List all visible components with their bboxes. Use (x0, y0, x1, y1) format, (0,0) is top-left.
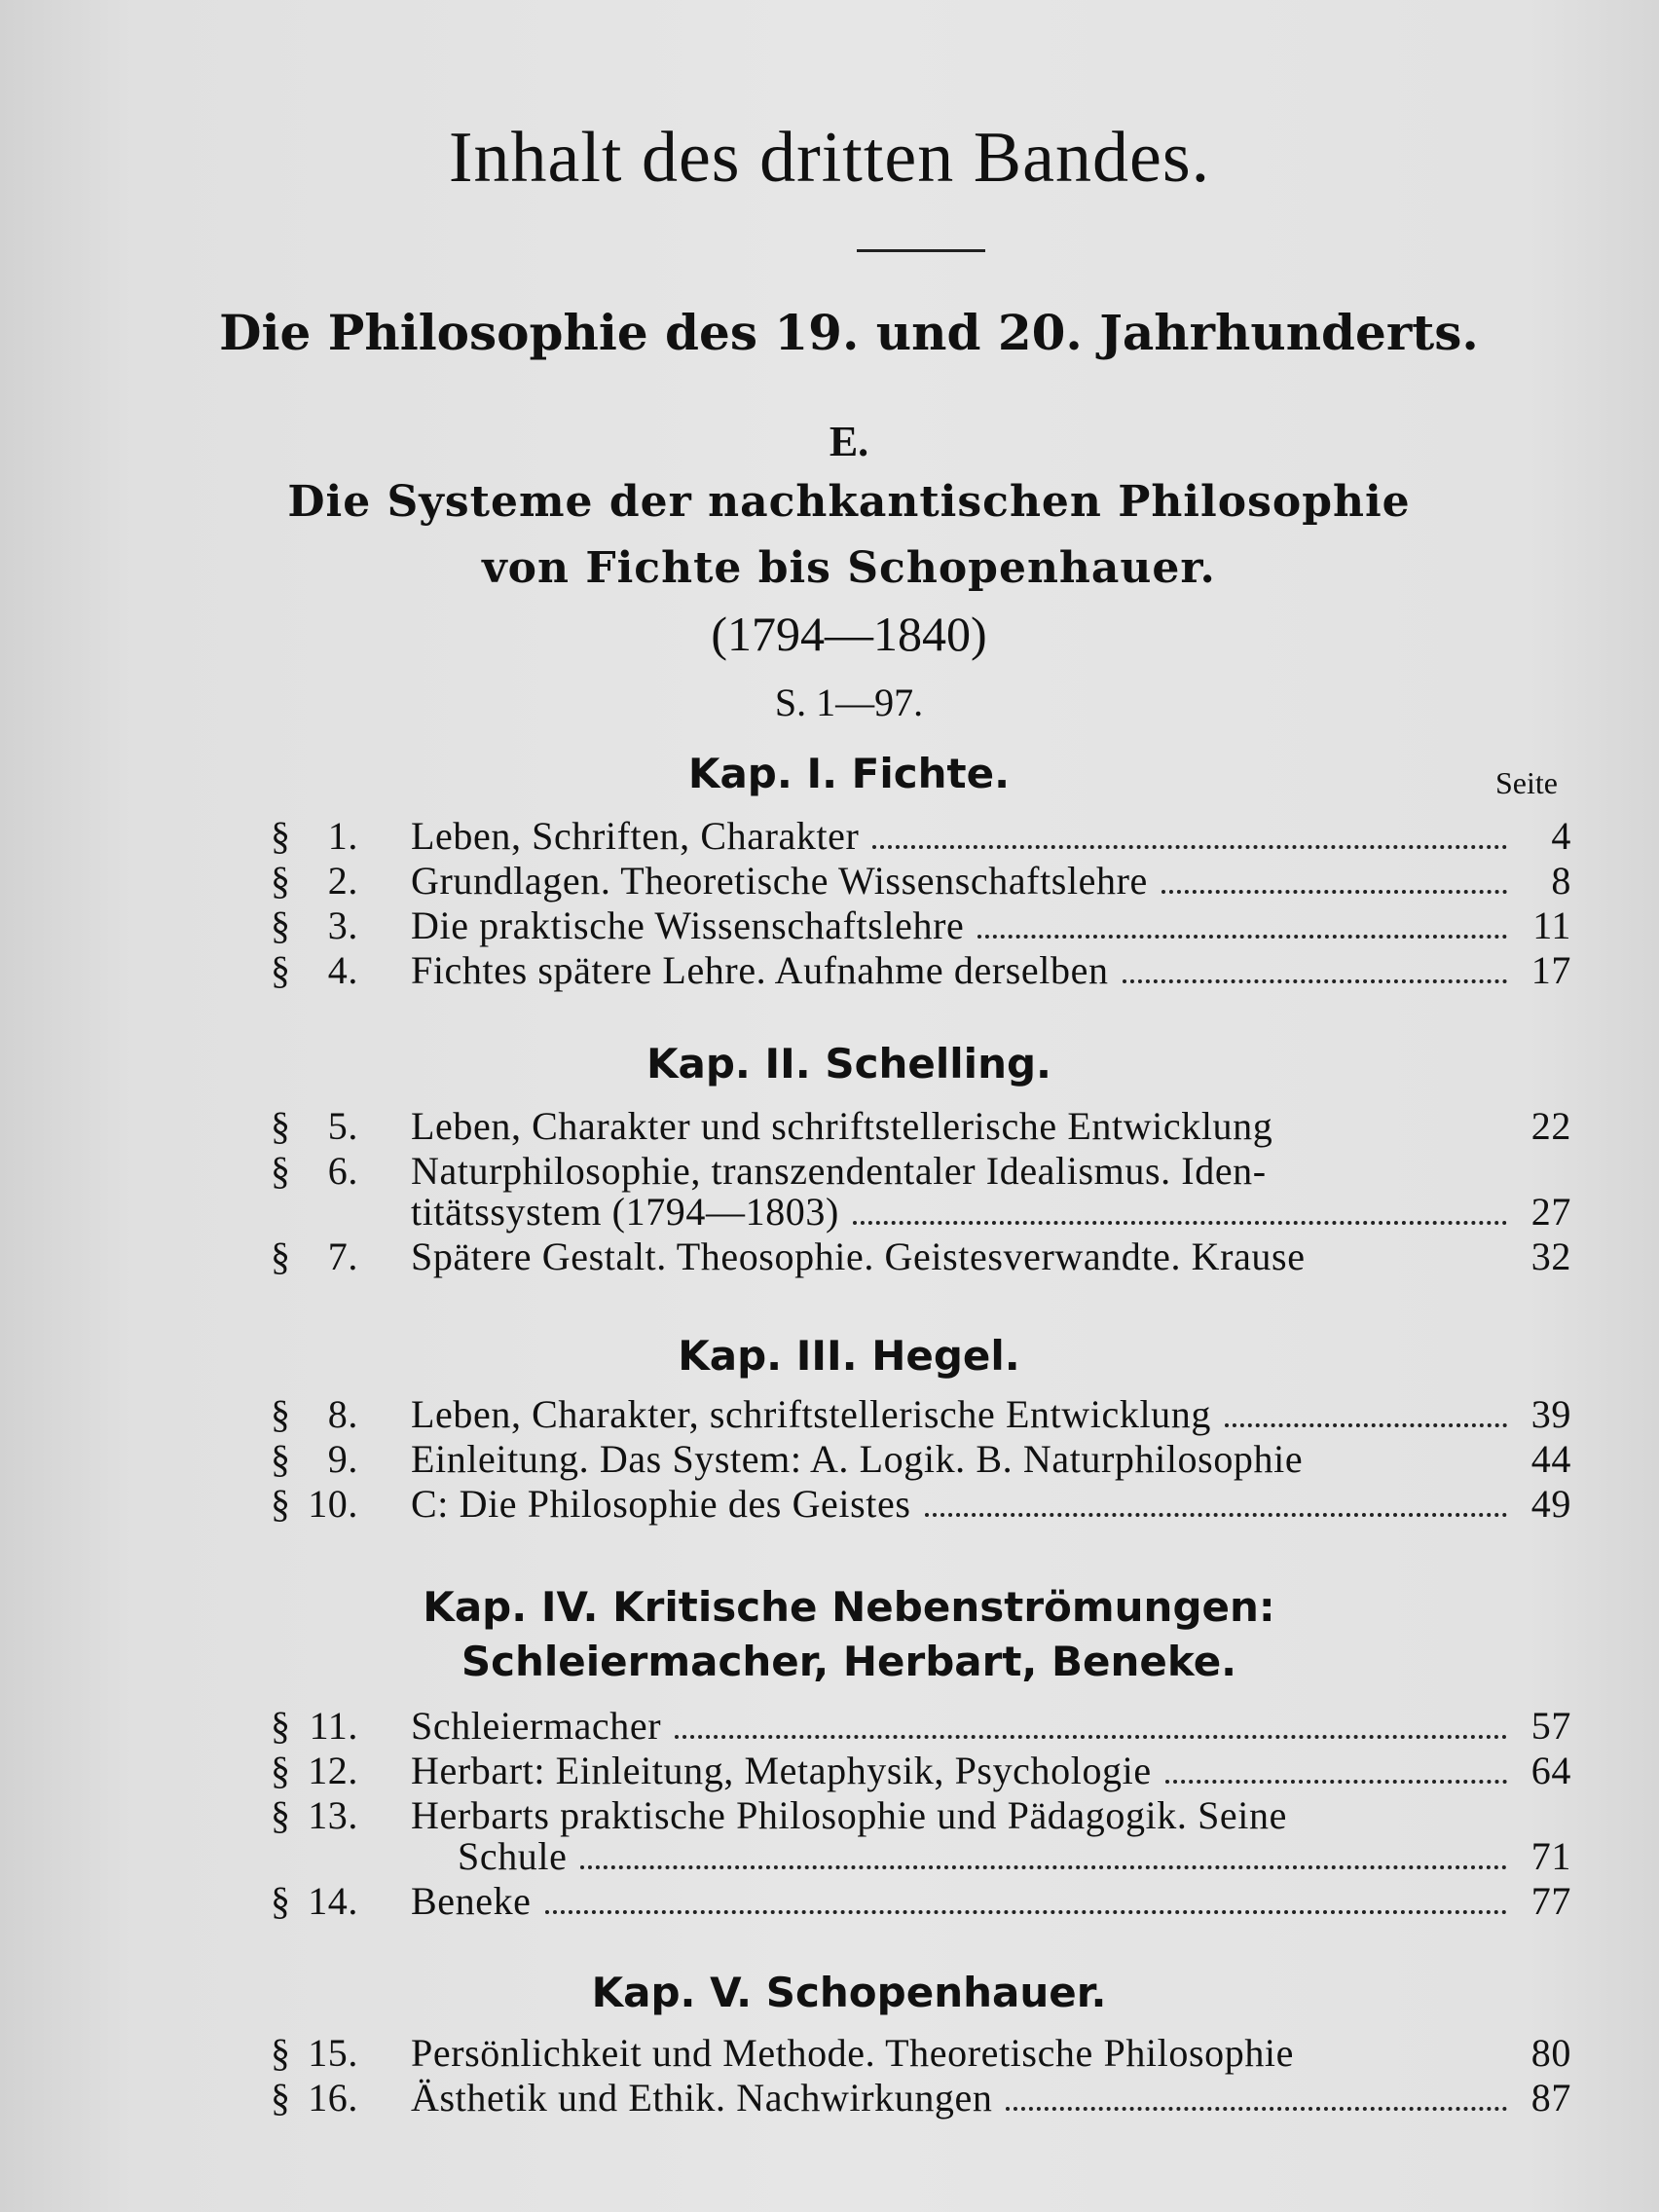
entry-body (411, 903, 1571, 948)
dot-leader (1272, 1155, 1515, 1184)
entry-number: 13. (308, 1793, 358, 1837)
section-sign: § (271, 2076, 291, 2120)
entry-title: Fichtes spätere Lehre. Aufnahme derselben (411, 948, 1109, 992)
dot-leader (1165, 1751, 1507, 1784)
entry-title: Schleiermacher (411, 1704, 662, 1748)
toc-entry (271, 1104, 1571, 1149)
entry-body (411, 2031, 1571, 2076)
entry-title: C: Die Philosophie des Geistes (411, 1482, 911, 1526)
entry-number: 15. (308, 2031, 358, 2075)
entry-title: Leben, Schriften, Charakter (411, 814, 860, 858)
toc-entry (271, 1437, 1571, 1482)
chapter-heading: Kap. V. Schopenhauer. (591, 1969, 1107, 2016)
dot-leader (1311, 1240, 1515, 1270)
main-heading: Die Philosophie des 19. und 20. Jahrhunderts. (219, 304, 1479, 361)
entry-title: Die praktische Wissenschaftslehre (411, 903, 965, 947)
chapter-heading-line2: Schleiermacher, Herbart, Beneke. (461, 1638, 1237, 1685)
paragraph-number (271, 1437, 368, 1482)
section-sign: § (271, 1149, 291, 1193)
page-number: 64 (1530, 1749, 1571, 1792)
entry-body (411, 1190, 1571, 1235)
page-number: 4 (1551, 814, 1571, 858)
entry-number: 1. (327, 814, 358, 858)
entry-title: Beneke (411, 1879, 532, 1923)
entry-title: Grundlagen. Theoretische Wissenschaftslehre (411, 859, 1148, 903)
entry-number: 2. (327, 859, 358, 903)
section-sign: § (271, 903, 291, 947)
page-number: 71 (1530, 1834, 1571, 1878)
entry-body (411, 1437, 1571, 1482)
paragraph-number (271, 1104, 368, 1149)
toc-entry (271, 1392, 1571, 1437)
dot-leader (872, 816, 1507, 849)
entry-body (411, 1392, 1571, 1437)
entry-title: Persönlichkeit und Methode. Theoretische Philosophie (411, 2031, 1294, 2075)
toc-entry (271, 948, 1571, 993)
page-number: 32 (1530, 1235, 1571, 1278)
entry-title: Leben, Charakter, schriftstellerische Entwicklung (411, 1392, 1211, 1436)
dot-leader (675, 1706, 1507, 1739)
section-sign: § (271, 948, 291, 992)
entry-body (411, 1482, 1571, 1527)
toc-entry (271, 1704, 1571, 1749)
section-sign: § (271, 1749, 291, 1792)
paragraph-number (271, 2031, 368, 2076)
toc-entry (271, 1834, 1571, 1879)
page-number: 11 (1532, 903, 1571, 947)
section-sign: § (271, 1392, 291, 1436)
page-number: 39 (1530, 1392, 1571, 1436)
paragraph-number (271, 1834, 368, 1879)
dot-leader (1309, 1443, 1515, 1472)
entry-body (411, 1704, 1571, 1749)
entry-number: 14. (308, 1879, 358, 1923)
entry-title: Einleitung. Das System: A. Logik. B. Naturphilosophie (411, 1437, 1304, 1481)
page-number: 8 (1551, 859, 1571, 903)
paragraph-number (271, 1190, 368, 1235)
page-number: 87 (1530, 2076, 1571, 2120)
entry-body (411, 1149, 1571, 1194)
entry-number: 10. (308, 1482, 358, 1526)
dot-leader (1225, 1394, 1507, 1427)
paragraph-number (271, 1482, 368, 1527)
paragraph-number (271, 1392, 368, 1437)
toc-entry (271, 1190, 1571, 1235)
dot-leader (1278, 1110, 1515, 1139)
section-sign: § (271, 2031, 291, 2075)
page-column-label: Seite (1495, 765, 1558, 800)
entry-number: 5. (327, 1104, 358, 1148)
page-number: 22 (1530, 1104, 1571, 1148)
toc-entry (271, 814, 1571, 859)
entry-number: 3. (327, 903, 358, 947)
page-number: 27 (1530, 1190, 1571, 1234)
paragraph-number (271, 814, 368, 859)
entry-title: Naturphilosophie, transzendentaler Idealismus. Iden- (411, 1149, 1267, 1193)
entry-body (411, 1879, 1571, 1924)
section-title-line2: von Fichte bis Schopenhauer. (482, 543, 1216, 593)
dot-leader (977, 905, 1507, 939)
section-letter: E. (829, 418, 869, 465)
paragraph-number (271, 1149, 368, 1194)
title-rule (857, 249, 985, 252)
dot-leader (1123, 950, 1507, 983)
section-sign: § (271, 1704, 291, 1748)
entry-number: 8. (327, 1392, 358, 1436)
page-title: Inhalt des dritten Bandes. (448, 118, 1211, 198)
chapter-heading: Kap. I. Fichte. (687, 750, 1011, 797)
entry-body (411, 1749, 1571, 1793)
section-title-line1: Die Systeme der nachkantischen Philosophie (287, 477, 1411, 527)
toc-entry (271, 1482, 1571, 1527)
paragraph-number (271, 1793, 368, 1838)
paragraph-number (271, 859, 368, 903)
toc-entry (271, 859, 1571, 903)
entry-body (411, 1104, 1571, 1149)
chapter-heading: Kap. III. Hegel. (678, 1332, 1020, 1380)
entry-number: 12. (308, 1749, 358, 1792)
dot-leader (580, 1836, 1507, 1869)
page-number: 77 (1530, 1879, 1571, 1923)
paragraph-number (271, 1235, 368, 1279)
paragraph-number (271, 948, 368, 993)
entry-title: titätssystem (1794—1803) (411, 1190, 839, 1234)
entry-title: Herbarts praktische Philosophie und Pädagogik. Seine (411, 1793, 1287, 1837)
section-sign: § (271, 1437, 291, 1481)
dot-leader (853, 1192, 1507, 1225)
section-sign: § (271, 1879, 291, 1923)
toc-entry (271, 1749, 1571, 1793)
toc-entry (271, 1793, 1571, 1838)
entry-title: Herbart: Einleitung, Metaphysik, Psychologie (411, 1749, 1152, 1792)
toc-entry (271, 1149, 1571, 1194)
entry-body (411, 2076, 1571, 2120)
dot-leader (545, 1881, 1507, 1914)
section-sign: § (271, 1235, 291, 1278)
toc-entry (271, 2076, 1571, 2120)
chapter-heading: Kap. IV. Kritische Nebenströmungen: (423, 1583, 1275, 1631)
entry-title: Schule (458, 1834, 568, 1878)
page-number: 17 (1530, 948, 1571, 992)
section-sign: § (271, 859, 291, 903)
chapter-heading: Kap. II. Schelling. (645, 1040, 1051, 1088)
toc-entry (271, 1879, 1571, 1924)
page-number: 49 (1530, 1482, 1571, 1526)
dot-leader (1161, 861, 1507, 894)
dot-leader (925, 1484, 1507, 1517)
dot-leader (1006, 2078, 1507, 2111)
section-years: (1794—1840) (711, 607, 987, 661)
entry-body (411, 859, 1571, 903)
toc-entry (271, 1235, 1571, 1279)
paragraph-number (271, 903, 368, 948)
entry-number: 11. (309, 1704, 358, 1748)
page-number: 80 (1530, 2031, 1571, 2075)
dot-leader (1293, 1799, 1515, 1828)
entry-number: 9. (327, 1437, 358, 1481)
paragraph-number (271, 2076, 368, 2120)
page-number: 44 (1530, 1437, 1571, 1481)
entry-number: 7. (327, 1235, 358, 1278)
section-sign: § (271, 1793, 291, 1837)
paragraph-number (271, 1749, 368, 1793)
entry-number: 4. (327, 948, 358, 992)
section-sign: § (271, 1104, 291, 1148)
entry-number: 16. (308, 2076, 358, 2120)
section-sign: § (271, 814, 291, 858)
entry-title: Leben, Charakter und schriftstellerische Entwicklung (411, 1104, 1273, 1148)
section-sign: § (271, 1482, 291, 1526)
entry-body (411, 948, 1571, 993)
entry-body (411, 814, 1571, 859)
section-pages: S. 1—97. (774, 681, 924, 724)
entry-number: 6. (327, 1149, 358, 1193)
toc-entry (271, 2031, 1571, 2076)
page-number: 57 (1530, 1704, 1571, 1748)
entry-title: Ästhetik und Ethik. Nachwirkungen (411, 2076, 993, 2120)
dot-leader (1300, 2037, 1515, 2066)
toc-entry (271, 903, 1571, 948)
entry-body (411, 1793, 1571, 1838)
entry-body (458, 1834, 1571, 1879)
entry-body (411, 1235, 1571, 1279)
paragraph-number (271, 1704, 368, 1749)
entry-title: Spätere Gestalt. Theosophie. Geistesverwandte. Krause (411, 1235, 1306, 1278)
paragraph-number (271, 1879, 368, 1924)
